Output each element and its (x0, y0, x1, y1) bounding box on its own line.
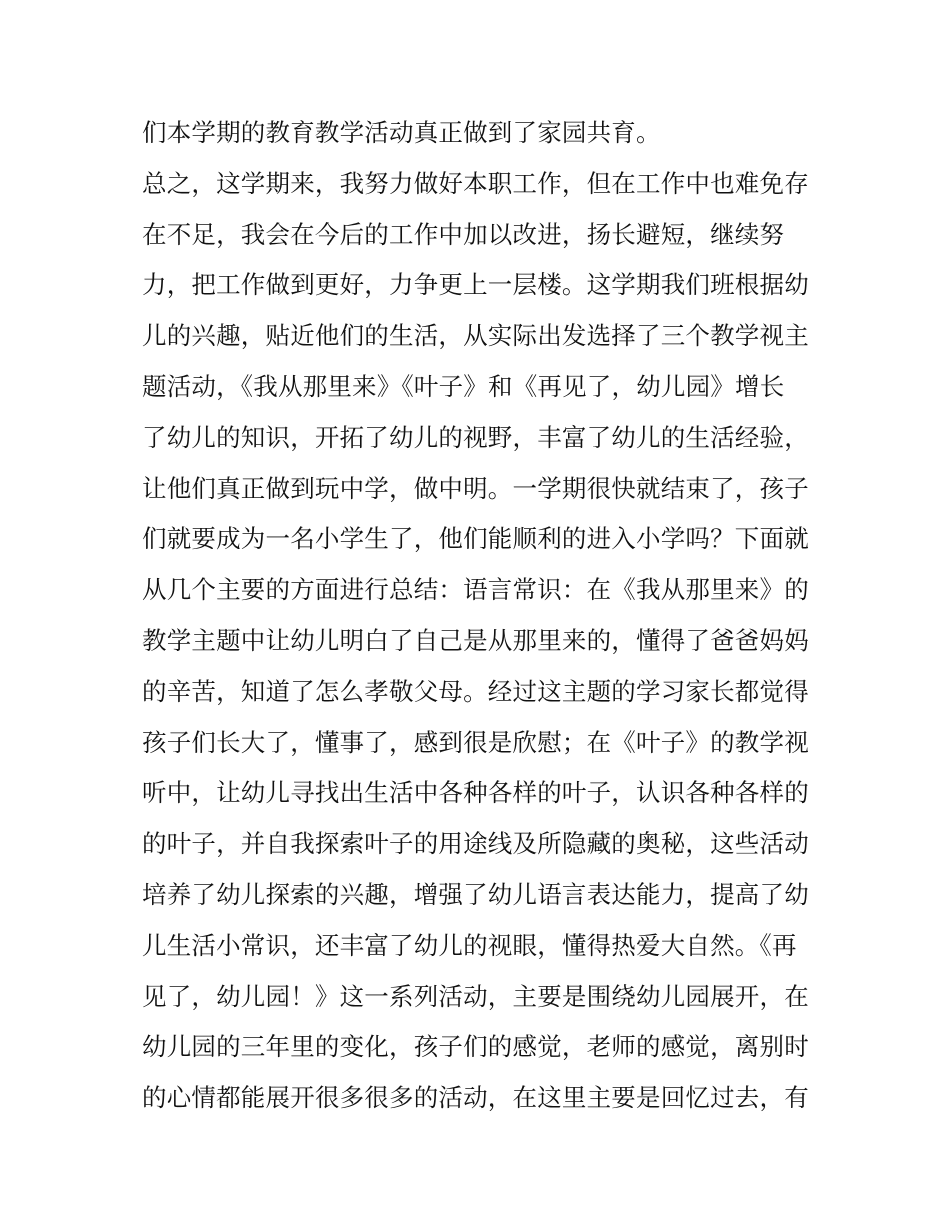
text-line: 力，把工作做到更好，力争更上一层楼。这学期我们班根据幼 (142, 270, 809, 300)
text-line: 从几个主要的方面进行总结：语言常识：在《我从那里来》的 (142, 575, 809, 605)
text-line: 了幼儿的知识，开拓了幼儿的视野，丰富了幼儿的生活经验， (142, 422, 809, 452)
text-line: 的心情都能展开很多很多的活动，在这里主要是回忆过去，有 (142, 1083, 809, 1113)
text-line: 们就要成为一名小学生了，他们能顺利的进入小学吗？下面就 (142, 524, 809, 554)
text-line: 总之，这学期来，我努力做好本职工作，但在工作中也难免存 (142, 168, 809, 198)
text-line: 的辛苦，知道了怎么孝敬父母。经过这主题的学习家长都觉得 (142, 676, 809, 706)
text-line: 儿的兴趣，贴近他们的生活，从实际出发选择了三个教学视主 (142, 321, 809, 351)
text-line: 孩子们长大了，懂事了，感到很是欣慰；在《叶子》的教学视 (142, 727, 809, 757)
text-line: 培养了幼儿探索的兴趣，增强了幼儿语言表达能力，提高了幼 (142, 879, 809, 909)
text-line: 们本学期的教育教学活动真正做到了家园共育。 (142, 118, 661, 147)
text-line: 听中，让幼儿寻找出生活中各种各样的叶子，认识各种各样的 (142, 778, 809, 808)
body-text (142, 108, 822, 1124)
text-line: 题活动，《我从那里来》《叶子》和《再见了，幼儿园》增长 (142, 371, 785, 401)
text-line: 见了，幼儿园！》这一系列活动，主要是围绕幼儿园展开，在 (142, 981, 809, 1011)
text-line: 让他们真正做到玩中学，做中明。一学期很快就结束了，孩子 (142, 473, 809, 503)
text-line: 儿生活小常识，还丰富了幼儿的视眼，懂得热爱大自然。《再 (142, 930, 797, 960)
text-line: 教学主题中让幼儿明白了自己是从那里来的，懂得了爸爸妈妈 (142, 625, 809, 655)
text-line: 在不足，我会在今后的工作中加以改进，扬长避短，继续努 (142, 219, 785, 249)
text-line: 幼儿园的三年里的变化，孩子们的感觉，老师的感觉，离别时 (142, 1032, 809, 1062)
text-line: 的叶子，并自我探索叶子的用途线及所隐藏的奥秘，这些活动 (142, 829, 809, 859)
